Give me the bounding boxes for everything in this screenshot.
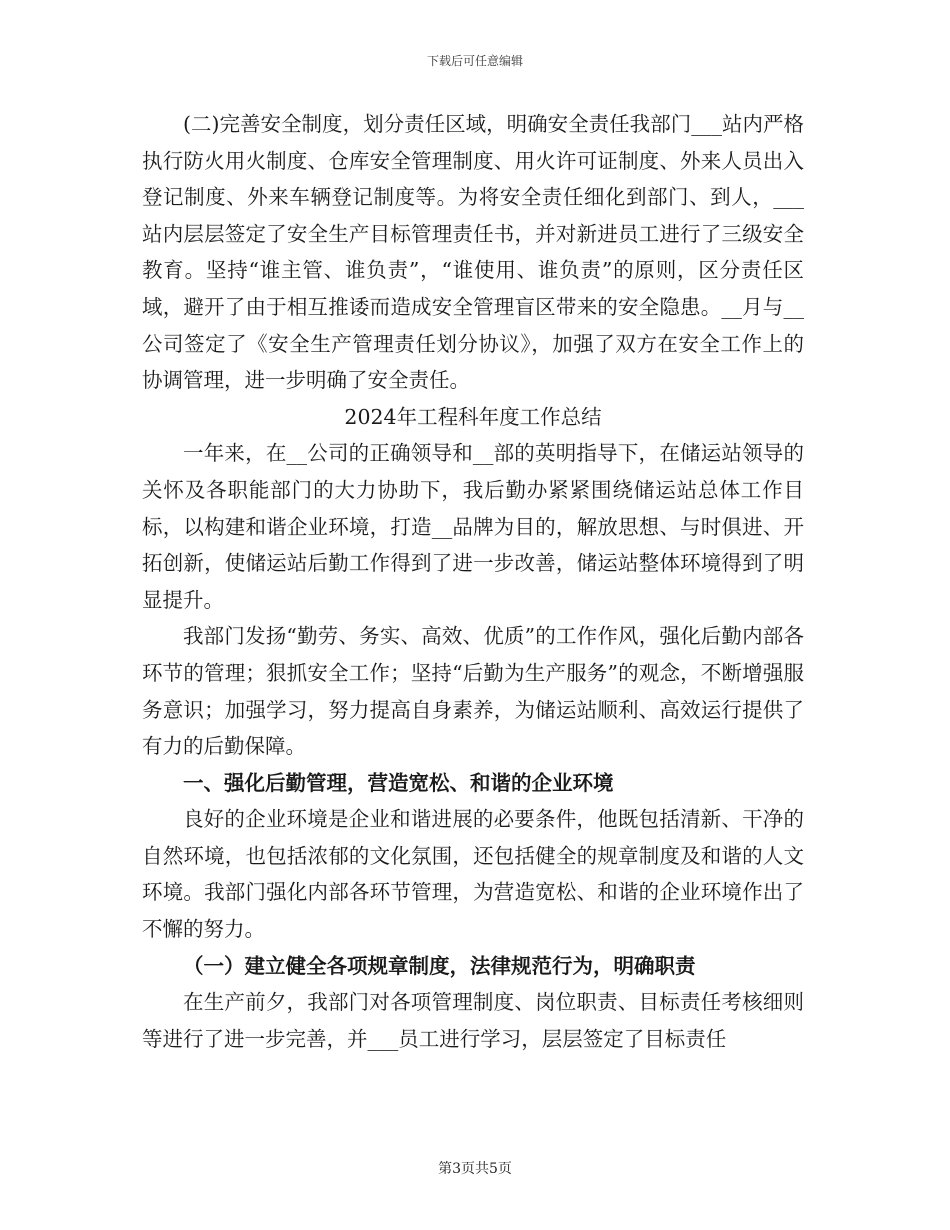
subsection-heading-1: （一）建立健全各项规章制度，法律规范行为，明确职责 (183, 953, 696, 978)
paragraph-safety-system: (二)完善安全制度，划分责任区域，明确安全责任我部门___站内严格执行防火用火制度、仓库安全管理制度、用火许可证制度、外来人员出入登记制度、外来车辆登记制度等。为将安全责任细化到部门、到人，___站内层层签定了安全生产目标管理责任书，并对新进员工进行了三级安全教育。坚持“谁主管、谁负责”，“谁使用、谁负责”的原则，区分责任区域，避开了由于相互推诿而造成安全管理盲区带来的安全隐患。__月与__公司签定了《安全生产管理责任划分协议》，加强了双方在安全工作上的协调管理，进一步明确了安全责任。 (142, 112, 804, 393)
document-body (142, 106, 804, 1057)
section-heading-1: 一、强化后勤管理，营造宽松、和谐的企业环境 (183, 770, 614, 795)
paragraph-rules: 在生产前夕，我部门对各项管理制度、岗位职责、目标责任考核细则等进行了进一步完善，并___员工进行学习，层层签定了目标责任 (142, 990, 804, 1051)
header-note: 下载后可任意编辑 (426, 54, 523, 68)
paragraph-work-style: 我部门发扬“勤劳、务实、高效、优质”的工作作风，强化后勤内部各环节的管理；狠抓安全工作；坚持“后勤为生产服务”的观念，不断增强服务意识；加强学习，努力提高自身素养，为储运站顺利、高效运行提供了有力的后勤保障。 (142, 624, 804, 759)
paragraph-environment: 良好的企业环境是企业和谐进展的必要条件，他既包括清新、干净的自然环境，也包括浓郁的文化氛围，还包括健全的规章制度及和谐的人文环境。我部门强化内部各环节管理，为营造宽松、和谐的企业环境作出了不懈的努力。 (142, 807, 804, 942)
page-number: 第3页共5页 (438, 1161, 512, 1177)
document-title: 2024年工程科年度工作总结 (344, 404, 602, 429)
paragraph-intro: 一年来，在__公司的正确领导和__部的英明指导下，在储运站领导的关怀及各职能部门的大力协助下，我后勤办紧紧围绕储运站总体工作目标，以构建和谐企业环境，打造__品牌为目的，解放思想、与时俱进、开拓创新，使储运站后勤工作得到了进一步改善，储运站整体环境得到了明显提升。 (142, 441, 804, 612)
